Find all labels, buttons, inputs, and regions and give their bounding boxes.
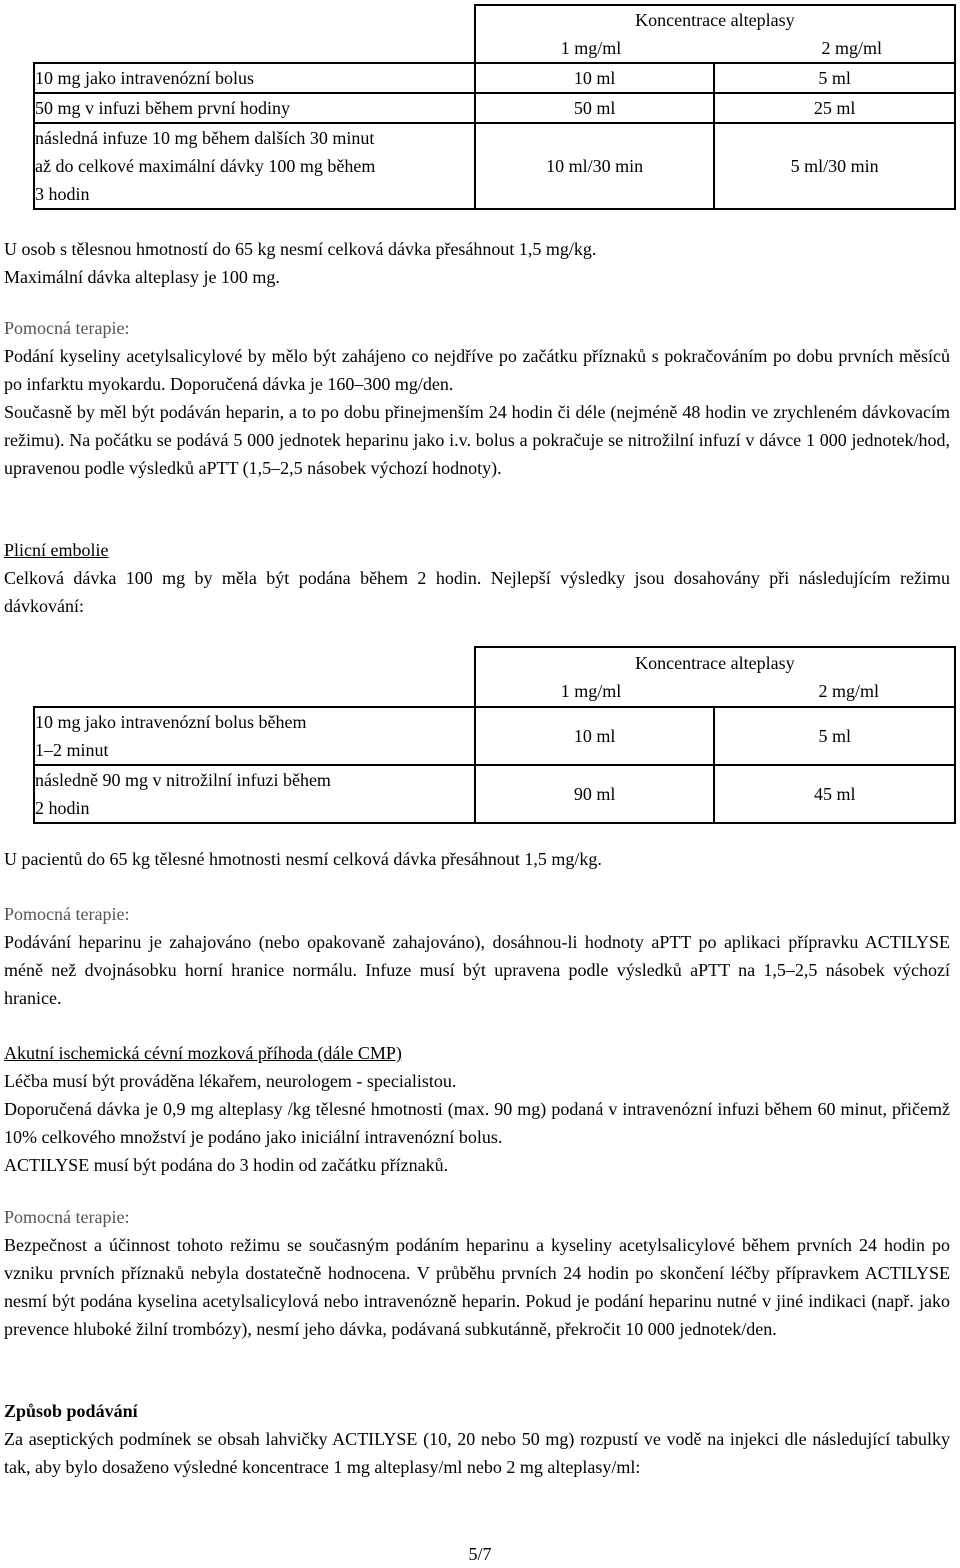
stroke-paragraph-1: Léčba musí být prováděna lékařem, neurologem - specialistou.	[4, 1071, 457, 1091]
stroke-heading: Akutní ischemická cévní mozková příhoda (dále CMP)	[4, 1043, 402, 1063]
concentration-title: Koncentrace alteplasy	[635, 653, 795, 673]
table-row	[34, 93, 955, 123]
row-label: 50 mg v infuzi během první hodiny	[34, 93, 475, 123]
weight-limit-text-2: U pacientů do 65 kg tělesné hmotnosti nesmí celková dávka přesáhnout 1,5 mg/kg.	[4, 849, 602, 869]
page-number: 5/7	[468, 1544, 492, 1564]
administration-paragraph: Za aseptických podmínek se obsah lahvičky ACTILYSE (10, 20 nebo 50 mg) rozpustí ve vodě na injekci dle následující tabulky tak, aby bylo dosaženo výsledné koncentrace 1 mg alteplasy/ml nebo 2 mg alteplasy/ml:	[4, 1429, 950, 1477]
heparin-aptt-paragraph: Podávání heparinu je zahajováno (nebo opakovaně zahajováno), dosáhnou-li hodnoty aPTT po aplikaci přípravku ACTILYSE méně než dvojnásobku horní hranice normálu. Infuze musí být upravena podle výsledků aPTT na 1,5–2,5 násobek výchozí hranice.	[4, 932, 950, 1008]
row-label: 10 mg jako intravenózní bolus během 1–2 minut	[34, 707, 475, 765]
safety-paragraph: Bezpečnost a účinnost tohoto režimu se současným podáním heparinu a kyseliny acetylsalicylové během prvních 24 hodin po vzniku prvních příznaků nebyla dostatečně hodnocena. V průběhu prvních 24 hodin po skončení léčby přípravkem ACTILYSE nesmí být podána kyselina acetylsalicylová nebo intravenózně heparin. Pokud je podání heparinu nutné v jiné indikaci (např. jako prevence hluboké žilní trombózy), nesmí jeho dávka, podávaná subkutánně, překročit 10 000 jednotek/den.	[4, 1235, 950, 1339]
adjunct-therapy-heading: Pomocná terapie:	[4, 318, 130, 338]
value-2mg: 5 ml	[714, 707, 955, 765]
table-header-cell	[475, 5, 955, 63]
pulmonary-embolism-paragraph: Celková dávka 100 mg by měla být podána během 2 hodin. Nejlepší výsledky jsou dosahovány při následujícím režimu dávkování:	[4, 568, 950, 616]
col-1mg-header: 1 mg/ml	[560, 38, 622, 58]
dosing-table-pe	[33, 646, 956, 824]
value-1mg: 50 ml	[475, 93, 715, 123]
table-row	[34, 765, 955, 823]
col-2mg-header: 2 mg/ml	[821, 38, 882, 58]
administration-heading: Způsob podávání	[4, 1401, 138, 1421]
adjunct-therapy-heading-2: Pomocná terapie:	[4, 904, 130, 924]
value-2mg: 45 ml	[714, 765, 955, 823]
stroke-paragraph-3: ACTILYSE musí být podána do 3 hodin od začátku příznaků.	[4, 1155, 449, 1175]
weight-limit-text: U osob s tělesnou hmotností do 65 kg nesmí celková dávka přesáhnout 1,5 mg/kg.	[4, 239, 597, 259]
value-1mg: 90 ml	[475, 765, 715, 823]
value-2mg: 5 ml	[714, 63, 955, 93]
value-1mg: 10 ml	[475, 707, 715, 765]
table-header-row	[34, 647, 955, 707]
dosing-table-mi	[33, 4, 956, 210]
col-1mg-header: 1 mg/ml	[560, 681, 622, 701]
row-label: následně 90 mg v nitrožilní infuzi během 2 hodin	[34, 765, 475, 823]
max-dose-text: Maximální dávka alteplasy je 100 mg.	[4, 267, 280, 287]
concentration-title: Koncentrace alteplasy	[635, 10, 795, 30]
table-header-row	[34, 5, 955, 63]
value-1mg: 10 ml	[475, 63, 715, 93]
value-2mg: 25 ml	[714, 93, 955, 123]
heparin-paragraph: Současně by měl být podáván heparin, a to po dobu přinejmenším 24 hodin či déle (nejméně 48 hodin ve zrychleném dávkovacím režimu). Na počátku se podává 5 000 jednotek heparinu jako i.v. bolus a pokračuje se nitrožilní infuzí v dávce 1 000 jednotek/hod, upravenou podle výsledků aPTT (1,5–2,5 násobek výchozí hodnoty).	[4, 402, 950, 478]
value-2mg: 5 ml/30 min	[714, 123, 955, 209]
col-2mg-header: 2 mg/ml	[818, 681, 879, 701]
asa-paragraph: Podání kyseliny acetylsalicylové by mělo být zahájeno co nejdříve po začátku příznaků s pokračováním po dobu prvních měsíců po infarktu myokardu. Doporučená dávka je 160–300 mg/den.	[4, 346, 950, 394]
row-label: 10 mg jako intravenózní bolus	[34, 63, 475, 93]
table-header-cell	[475, 647, 955, 707]
stroke-paragraph-2: Doporučená dávka je 0,9 mg alteplasy /kg tělesné hmotnosti (max. 90 mg) podaná v intravenózní infuzi během 60 minut, přičemž 10% celkového množství je podáno jako iniciální intravenózní bolus.	[4, 1099, 950, 1147]
table-row	[34, 123, 955, 209]
pulmonary-embolism-heading: Plicní embolie	[4, 540, 109, 560]
table-row	[34, 63, 955, 93]
row-label: následná infuze 10 mg během dalších 30 minut až do celkové maximální dávky 100 mg během 3 hodin	[34, 123, 475, 209]
adjunct-therapy-heading-3: Pomocná terapie:	[4, 1207, 130, 1227]
table-row	[34, 707, 955, 765]
value-1mg: 10 ml/30 min	[475, 123, 715, 209]
